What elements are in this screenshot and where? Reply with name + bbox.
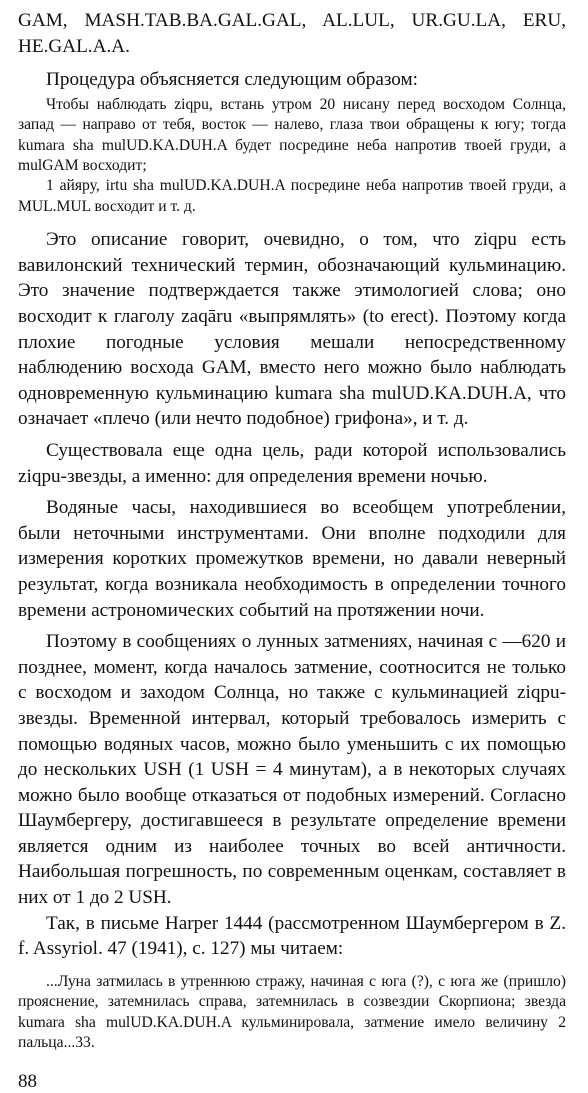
paragraph-water-clocks: Водяные часы, находившиеся во всеобщем употреблении, были неточными инструментами. Они вполне подходили для измерения коротких промежутков времени, но давали неверный результат, когда возникала необходимость в определении точного времени астрономических событий на протяжении ночи. — [18, 497, 566, 621]
page-number: 88 — [18, 1071, 37, 1093]
paragraph-harper-letter: Так, в письме Harper 1444 (рассмотренном Шаумбергером в Z. f. Assyriol. 47 (1941), с. 127) мы читаем: — [18, 912, 566, 960]
intro-line-2: HE.GAL.A.A. — [18, 35, 130, 57]
quote-1-part-1: Чтобы наблюдать ziqpu, встань утром 20 нисану перед восходом Солнца, запад — направо от тебя, восток — налево, глаза твои обращены к югу; тогда kumara sha mulUD.KA.DUH.A будет посредине неба напротив твоей груди, а mulGAM восходит; — [18, 95, 566, 174]
quote-1-part-2: 1 айяру, irtu sha mulUD.KA.DUH.A посредине неба напротив твоей груди, а MUL.MUL восходит и т. д. — [18, 177, 566, 215]
paragraph-night-time: Существовала еще одна цель, ради которой использовались ziqpu-звезды, а именно: для определения времени ночью. — [18, 439, 566, 487]
quote-2: ...Луна затмилась в утреннюю стражу, начиная с юга (?), с юга же (пришло) прояснение, затемнилась справа, затемнилась в созвездии Скорпиона; звезда kumara sha mulUD.KA.DUH.A кульминировала, затмение имело величину 2 пальца...33. — [18, 972, 566, 1052]
book-page — [18, 8, 566, 1093]
paragraph-ziqpu-definition: Это описание говорит, очевидно, о том, что ziqpu есть вавилонский технический термин, обозначающий кульминацию. Это значение подтверждается также этимологией слова; оно восходит к глаголу zaqāru «выпрямлять» (to erect). Поэтому когда плохие погодные условия мешали непосредственному наблюдению восхода GAM, вместо него можно было наблюдать одновременную кульминацию kumara sha mulUD.KA.DUH.A, что означает «плечо (или нечто подобное) грифона», и т. д. — [18, 229, 566, 430]
paragraph-eclipses: Поэтому в сообщениях о лунных затмениях, начиная с —620 и позднее, момент, когда началось затмение, соотносится не только с восходом и заходом Солнца, но также с кульминацией ziqpu-звезды. Временной интервал, который требовалось измерить с помощью водяных часов, можно было уменьшить с их помощью до нескольких USH (1 USH = 4 минутам), а в некоторых случаях можно было вообще отказаться от подобных измерений. Согласно Шаумбергеру, достигавшееся в результате определение времени является одним из наиболее точных во всей античности. Наибольшая погрешность, по современным оценкам, составляет в них от 1 до 2 USH. — [18, 631, 566, 909]
procedure-heading: Процедура объясняется следующим образом: — [46, 69, 419, 91]
intro-line-1: GAM, MASH.TAB.BA.GAL.GAL, AL.LUL, UR.GU.LA, ERU, — [18, 10, 566, 31]
